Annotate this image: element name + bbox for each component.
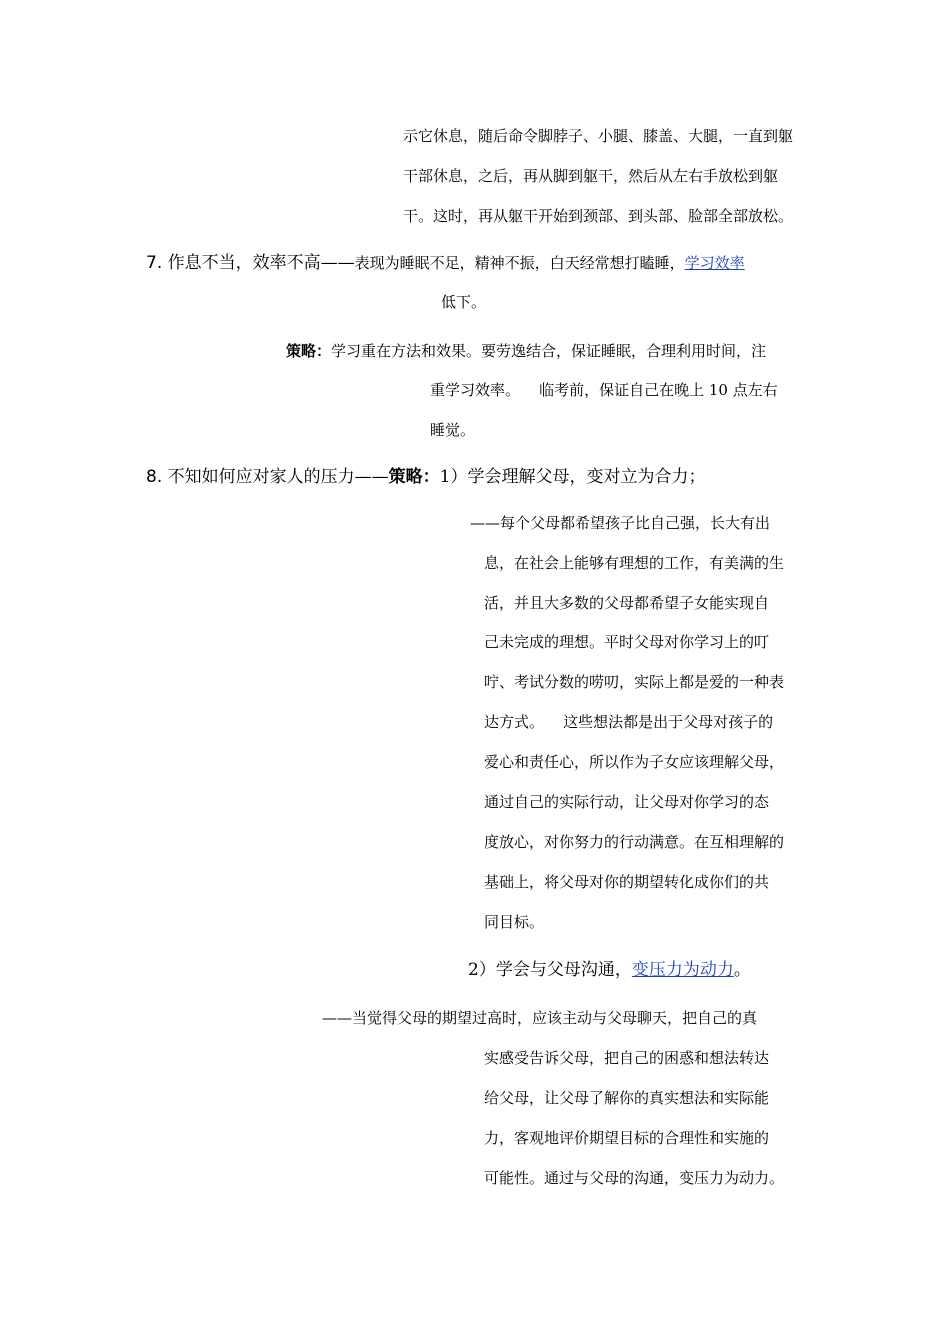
paragraph-line: 示它休息，随后命令脚脖子、小腿、膝盖、大腿，一直到躯 [403, 127, 794, 145]
point-2 [468, 959, 751, 981]
paragraph-line: 咛、考试分数的唠叨，实际上都是爱的一种表 [484, 673, 785, 691]
point-1: 1）学会理解父母，变对立为合力； [439, 467, 706, 487]
paragraph-line: 实感受告诉父母，把自己的困惑和想法转达 [484, 1049, 770, 1067]
paragraph-line: 可能性。通过与父母的沟通，变压力为动力。 [484, 1169, 785, 1187]
point-2-text: 2）学会与父母沟通， [468, 960, 632, 980]
paragraph-line: ——当觉得父母的期望过高时，应该主动与父母聊天，把自己的真 [322, 1009, 758, 1027]
pressure-to-motivation-link[interactable]: 变压力为动力 [631, 960, 734, 980]
strategy-label: 策略： [388, 467, 440, 487]
paragraph-line: 给父母，让父母了解你的真实想法和实际能 [484, 1089, 770, 1107]
item-number: 7. [146, 253, 163, 273]
item-8-heading [146, 466, 705, 488]
paragraph-line: 干。这时，再从躯干开始到颈部、到头部、脸部全部放松。 [403, 207, 794, 225]
paragraph-line: 爱心和责任心，所以作为子女应该理解父母， [484, 753, 785, 771]
strategy-line: 睡觉。 [430, 421, 476, 439]
strategy-text: 学习重在方法和效果。要劳逸结合，保证睡眠，合理利用时间，注 [331, 342, 767, 360]
paragraph-line: 力，客观地评价期望目标的合理性和实施的 [484, 1129, 770, 1147]
paragraph-line: 活，并且大多数的父母都希望子女能实现自 [484, 594, 770, 612]
item-title: 不知如何应对家人的压力—— [167, 467, 389, 487]
paragraph-line: ——每个父母都希望孩子比自己强，长大有出 [470, 514, 771, 532]
item-7-heading [146, 252, 745, 274]
item-description: 表现为睡眠不足，精神不振，白天经常想打瞌睡， [354, 254, 685, 272]
paragraph-line: 低下。 [441, 293, 487, 311]
strategy-label: 策略： [286, 342, 332, 360]
paragraph-line: 同目标。 [484, 913, 545, 931]
paragraph-line: 干部休息，之后，再从脚到躯干，然后从左右手放松到躯 [403, 167, 779, 185]
strategy-line: 重学习效率。 临考前，保证自己在晚上 10 点左右 [430, 381, 778, 399]
study-efficiency-link[interactable]: 学习效率 [684, 254, 745, 272]
strategy-line [286, 341, 766, 361]
paragraph-line: 度放心，对你努力的行动满意。在互相理解的 [484, 833, 785, 851]
point-2-suffix: 。 [733, 960, 751, 980]
paragraph-line: 通过自己的实际行动，让父母对你学习的态 [484, 793, 770, 811]
item-number: 8. [146, 467, 163, 487]
paragraph-line: 己未完成的理想。平时父母对你学习上的叮 [484, 633, 770, 651]
item-title: 作息不当，效率不高—— [167, 253, 355, 273]
paragraph-line: 息，在社会上能够有理想的工作，有美满的生 [484, 554, 785, 572]
paragraph-line: 基础上，将父母对你的期望转化成你们的共 [484, 873, 770, 891]
paragraph-line: 达方式。 这些想法都是出于父母对孩子的 [484, 713, 774, 731]
